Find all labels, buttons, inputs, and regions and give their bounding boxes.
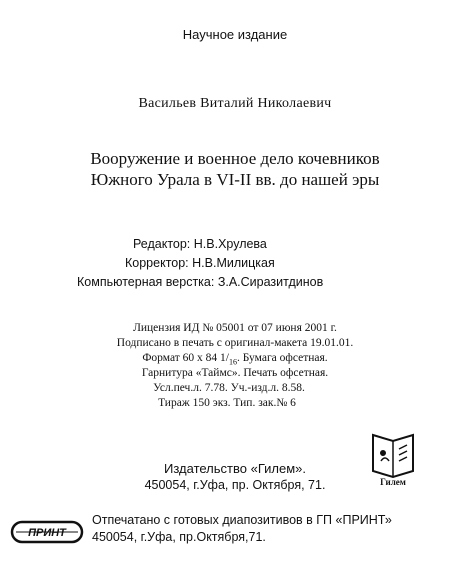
format-subscript: 16 bbox=[228, 357, 237, 367]
format-line bbox=[0, 352, 470, 366]
sheets-line: Усл.печ.л. 7.78. Уч.-изд.л. 8.58. bbox=[153, 382, 305, 394]
author-name: Васильев Виталий Николаевич bbox=[138, 96, 332, 111]
format-prefix: Формат 60 x 84 1/ bbox=[142, 352, 229, 364]
layout-credit: Компьютерная верстка: З.А.Сиразитдинов bbox=[77, 275, 324, 289]
editor-credit: Редактор: Н.В.Хрулева bbox=[133, 237, 267, 251]
book-title-line-1: Вооружение и военное дело кочевников bbox=[90, 149, 380, 168]
format-suffix: . Бумага офсетная. bbox=[236, 352, 328, 364]
corrector-credit: Корректор: Н.В.Милицкая bbox=[125, 256, 275, 270]
license-line: Лицензия ИД № 05001 от 07 июня 2001 г. bbox=[133, 322, 337, 334]
print-logo-icon bbox=[10, 518, 84, 546]
print-run-line: Тираж 150 экз. Тип. зак.№ 6 bbox=[158, 397, 296, 409]
signed-to-print-line: Подписано в печать с оригинал-макета 19.01.01. bbox=[116, 337, 354, 349]
book-title-line-2: Южного Урала в VI-II вв. до нашей эры bbox=[90, 170, 380, 189]
gilem-logo-icon bbox=[369, 431, 417, 487]
publisher-name: Издательство «Гилем». bbox=[164, 461, 306, 476]
typeface-line: Гарнитура «Таймс». Печать офсетная. bbox=[141, 367, 329, 379]
series-label: Научное издание bbox=[182, 27, 288, 42]
gilem-logo-text: Гилем bbox=[380, 477, 406, 487]
publisher-address: 450054, г.Уфа, пр. Октября, 71. bbox=[144, 478, 326, 492]
printer-line-2: 450054, г.Уфа, пр.Октября,71. bbox=[92, 530, 266, 544]
printer-line-1: Отпечатано с готовых диапозитивов в ГП «ПРИНТ» bbox=[92, 513, 392, 527]
print-logo-text: ПРИНТ bbox=[28, 527, 66, 539]
